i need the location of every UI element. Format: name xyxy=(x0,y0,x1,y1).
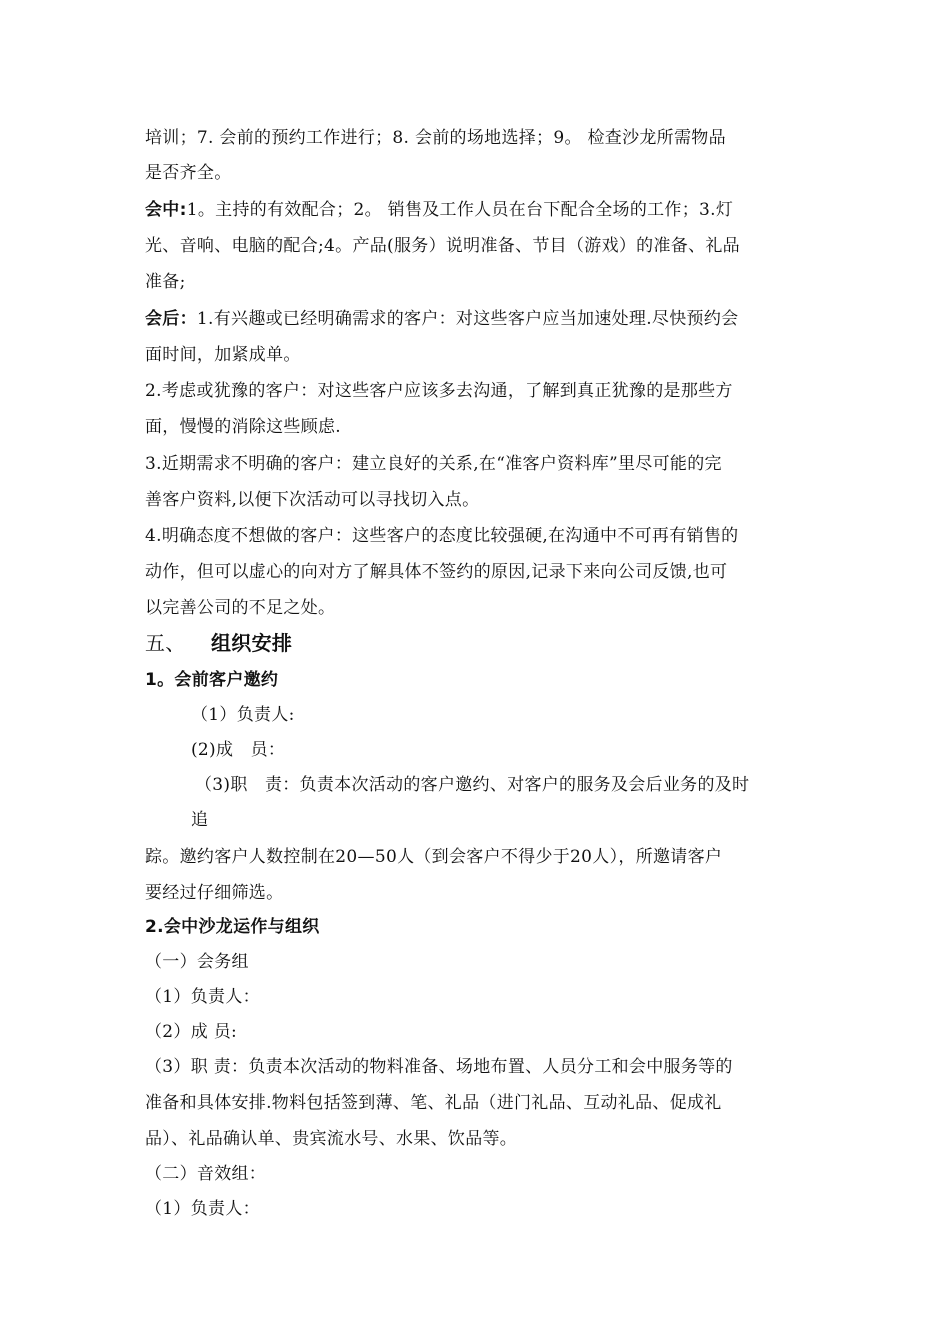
text-line: 准备; xyxy=(145,272,186,292)
text-line: 踪。邀约客户人数控制在20—50人（到会客户不得少于20人），所邀请客户 xyxy=(145,847,723,867)
during-meeting-line xyxy=(145,198,733,222)
text-line: （1）负责人： xyxy=(145,1199,260,1219)
text-line: 是否齐全。 xyxy=(145,163,232,183)
text-line: 1。主持的有效配合；2。 销售及工作人员在台下配合全场的工作；3.灯 xyxy=(186,200,734,220)
text-line: (2)成 员： xyxy=(191,740,286,760)
text-line: 动作，但可以虚心的向对方了解具体不签约的原因,记录下来向公司反馈,也可 xyxy=(145,562,728,582)
text-line: 面，慢慢的消除这些顾虑. xyxy=(145,417,342,437)
text-line: 以完善公司的不足之处。 xyxy=(145,598,336,618)
text-line: 追 xyxy=(191,810,209,830)
during-meeting-label: 会中: xyxy=(145,200,187,220)
text-line: （1）负责人: xyxy=(191,705,295,725)
after-meeting-label: 会后： xyxy=(145,309,197,329)
text-line: 要经过仔细筛选。 xyxy=(145,883,284,903)
text-line: （3)职 责：负责本次活动的客户邀约、对客户的服务及会后业务的及时 xyxy=(195,775,750,795)
subsection-heading: 2.会中沙龙运作与组织 xyxy=(145,917,320,937)
text-line: 面时间，加紧成单。 xyxy=(145,345,301,365)
text-line: 培训；7. 会前的预约工作进行；8. 会前的场地选择；9。 检查沙龙所需物品 xyxy=(145,128,726,148)
section-title: 组织安排 xyxy=(211,631,293,655)
text-line: （二）音效组： xyxy=(145,1164,267,1184)
text-line: 1.有兴趣或已经明确需求的客户：对这些客户应当加速处理.尽快预约会 xyxy=(196,309,739,329)
text-line: 善客户资料,以便下次活动可以寻找切入点。 xyxy=(145,490,480,510)
text-line: （一）会务组 xyxy=(145,952,249,972)
text-line: （2）成 员: xyxy=(145,1022,238,1042)
text-line: （1）负责人： xyxy=(145,987,260,1007)
section-number: 五、 xyxy=(145,631,186,655)
after-meeting-line xyxy=(145,307,738,331)
text-line: 4.明确态度不想做的客户：这些客户的态度比较强硬,在沟通中不可再有销售的 xyxy=(145,526,739,546)
section-heading xyxy=(145,629,292,657)
subsection-heading: 1。会前客户邀约 xyxy=(145,670,279,690)
text-line: 光、音响、电脑的配合;4。产品(服务）说明准备、节目（游戏）的准备、礼品 xyxy=(145,236,740,256)
text-line: 3.近期需求不明确的客户：建立良好的关系,在“准客户资料库”里尽可能的完 xyxy=(145,454,722,474)
text-line: 2.考虑或犹豫的客户：对这些客户应该多去沟通，了解到真正犹豫的是那些方 xyxy=(145,381,733,401)
text-line: 准备和具体安排.物料包括签到薄、笔、礼品（进门礼品、互动礼品、促成礼 xyxy=(145,1093,722,1113)
text-line: 品）、礼品确认单、贵宾流水号、水果、饮品等。 xyxy=(145,1129,518,1149)
text-line: （3）职 责：负责本次活动的物料准备、场地布置、人员分工和会中服务等的 xyxy=(145,1057,733,1077)
